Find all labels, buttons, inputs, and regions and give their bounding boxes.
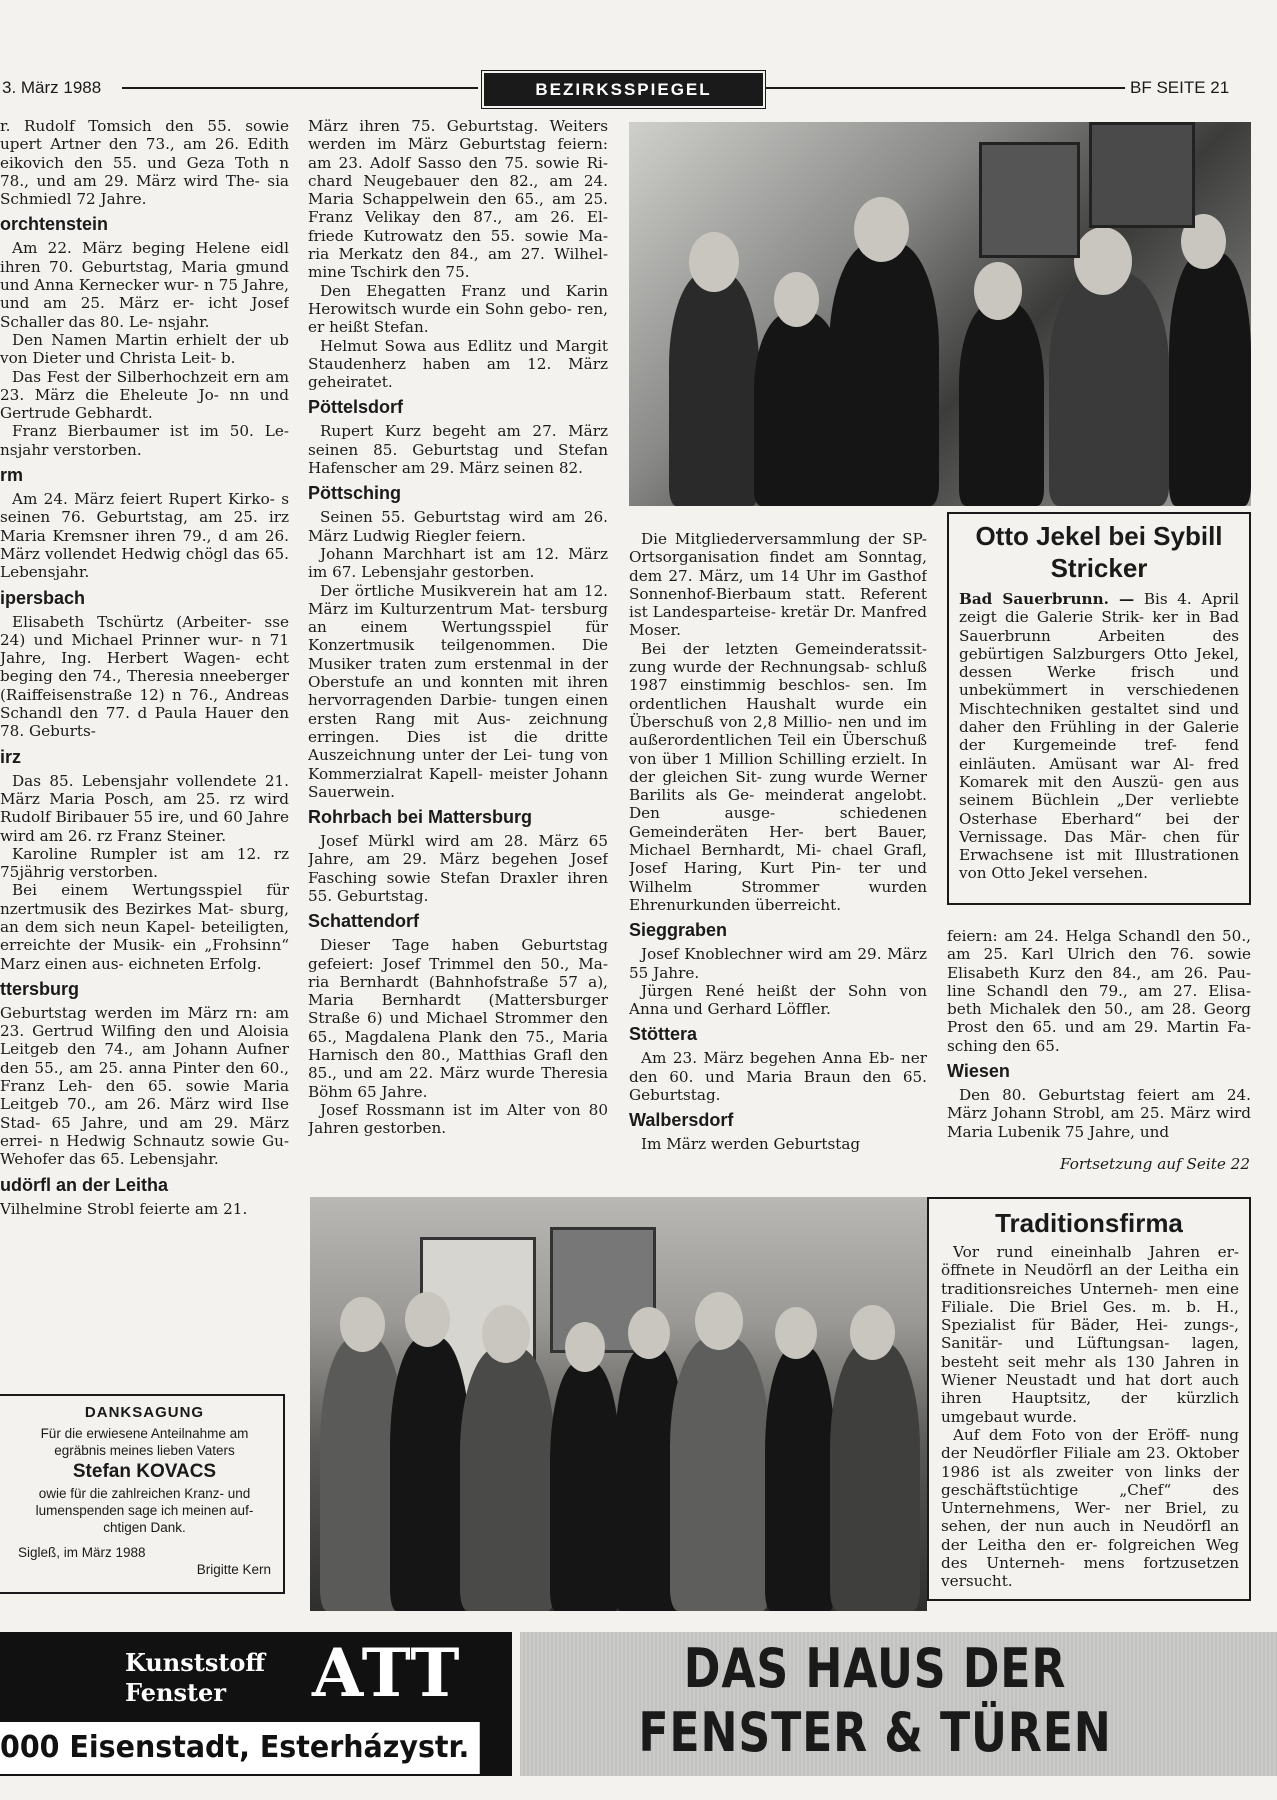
section-heading: Rohrbach bei Mattersburg (308, 807, 533, 828)
paragraph: Elisabeth Tschürtz (Arbeiter- sse 24) und Michael Prinner wur- n 71 Jahre, Ing. Herbert Wagen- echt beging den 74., Theresia nneeberger (Raiffeisenstraße 12) n 76., Andreas Schandl den 77. d Paula Hauer den 78. Geburts- (0, 612, 289, 741)
section-heading: Walbersdorf (629, 1110, 734, 1131)
ad-brand: ATT (312, 1634, 462, 1712)
paragraph: feiern: am 24. Helga Schandl den 50., am 25. Karl Ulrich den 76. sowie Elisabeth Kurz den 84., am 26. Pau- line Schandl den 79., am 27. Elisa- beth Michalek den 50., am 28. Georg Prost den 65. und am 29. Martin Fa- sching den 65. (947, 927, 1251, 1055)
section-heading: irz (0, 746, 22, 767)
paragraph: Den 80. Geburtstag feiert am 24. März Johann Strobl, am 25. März wird Maria Lubenik 75 Jahre, und (947, 1086, 1251, 1141)
ad-address: 000 Eisenstadt, Esterházystr. 2 (0, 1722, 480, 1774)
section-banner: BEZIRKSSPIEGEL (484, 73, 763, 106)
jekel-body (959, 590, 1239, 883)
header-rule-left (122, 87, 478, 89)
paragraph: Seinen 55. Geburtstag wird am 26. März Ludwig Riegler feiern. (308, 508, 608, 545)
paragraph: Josef Rossmann ist im Alter von 80 Jahren gestorben. (308, 1100, 608, 1138)
paragraph: Der örtliche Musikverein hat am 12. März im Kulturzentrum Mat- tersburg an einem Wertungsspiel für Konzertmusik teilgenommen. Die Musiker traten zum erstenmal in der Oberstufe an und konnten mit ihren hervorragenden Darbie- tungen einen ersten Rang mit Aus- zeichnung erringen. Dies ist die dritte Auszeichnung unter der Lei- tung von Kommerzialrat Kapell- meister Johann Sauerwein. (308, 581, 608, 801)
thanks-line-2: owie für die zahlreichen Kranz- und lumenspenden sage ich meinen auf- chtigen Dank. (35, 1486, 254, 1535)
column-3 (629, 530, 927, 1175)
paragraph: Das 85. Lebensjahr vollendete 21. März Maria Posch, am 25. rz wird Rudolf Biribauer 55 ire, und 60 Jahre wird am 26. rz Franz Steiner. (0, 771, 289, 845)
ad-fenster: Fenster (125, 1678, 226, 1707)
ad-kunststoff: Kunststoff (125, 1648, 266, 1677)
paragraph: Rupert Kurz begeht am 27. März seinen 85. Geburtstag und Stefan Hafenscher am 29. März seinen 82. (308, 422, 608, 478)
jekel-title: Otto Jekel bei Sybill Stricker (975, 521, 1223, 583)
column-2 (308, 117, 608, 1177)
paragraph: Bei einem Wertungsspiel für nzertmusik des Bezirkes Mat- sburg, an dem sich neun Kapel- beteiligten, erreichte der Musik- ein „Frohsinn“ Marz einen aus- eichneten Erfolg. (0, 881, 289, 973)
paragraph: Josef Knoblechner wird am 29. März 55 Jahre. (629, 945, 927, 982)
ad-slogan-1: DAS HAUS DER (683, 1637, 1067, 1700)
paragraph: Johann Marchhart ist am 12. März im 67. Lebensjahr gestorben. (308, 544, 608, 582)
issue-date: 3. März 1988 (2, 78, 102, 97)
paragraph: Die Mitgliederversammlung der SP-Ortsorganisation findet am Sonntag, dem 27. März, um 14 Uhr im Gasthof Sonnenhof-Bierbaum statt. Referent ist Landesparteise- kretär Dr. Manfred Moser. (629, 530, 927, 640)
continuation-note: Fortsetzung auf Seite 22 (1060, 1155, 1250, 1173)
paragraph: Vilhelmine Strobl feierte am 21. (0, 1199, 248, 1218)
section-heading: Schattendorf (308, 911, 420, 932)
paragraph: Dieser Tage haben Geburtstag gefeiert: Josef Trimmel den 50., Ma- ria Bernhardt (Bahnhofstraße 57 a), Maria Bernhardt (Mattersburger Straße 6) und Michael Strommer den 65., Magdalena Plank den 75., Maria Harnisch den 80., Matthias Grafl den 85., und am 22. März wurde Theresia Böhm 65 Jahre. (308, 936, 608, 1101)
column-1 (0, 117, 289, 1355)
section-heading: Pöttelsdorf (308, 397, 404, 418)
section-heading: udörfl an der Leitha (0, 1174, 169, 1195)
thanks-place: Sigleß, im März 1988 (18, 1545, 146, 1560)
tradition-text-2: Auf dem Foto von der Eröff- nung der Neudörfler Filiale am 23. Oktober 1986 ist als zweiter von links der geschäftstüchtige „Chef“ des Unternehmens, Wer- ner Briel, zu sehen, der nun auch in Neudörfl an der Leitha den er- folgreichen Weg des Unterneh- mens fortzusetzen versucht. (941, 1425, 1239, 1591)
gallery-photo (629, 122, 1251, 506)
header-rule-right (765, 87, 1125, 89)
paragraph: Am 22. März beging Helene eidl ihren 70. Geburtstag, Maria gmund und Anna Kernecker wur- n 75 Jahre, und am 25. März er- icht Josef Schaller das 80. Le- nsjahr. (0, 239, 289, 331)
section-heading: Sieggraben (629, 920, 728, 941)
paragraph: März ihren 75. Geburtstag. Weiters werden im März Geburtstag feiern: am 23. Adolf Sasso den 75. sowie Ri- chard Neugebauer den 82., am 24. Maria Schappelwein den 65., am 25. Franz Velikay den 87., am 26. El- friede Kutrowatz den 55. sowie Ma- ria Merkatz den 84., am 27. Wilhel- mine Tschirk den 75. (308, 117, 608, 282)
section-heading: Wiesen (947, 1061, 1010, 1082)
section-heading: ttersburg (0, 978, 80, 999)
paragraph: Den Ehegatten Franz und Karin Herowitsch wurde ein Sohn gebo- ren, er heißt Stefan. (308, 281, 608, 337)
paragraph: Am 24. März feiert Rupert Kirko- s seinen 76. Geburtstag, am 25. irz Maria Kremsner ihren 79., d am 26. März vollendet Hedwig chögl das 65. Lebensjahr. (0, 490, 289, 582)
section-heading: Pöttsching (308, 483, 401, 504)
paragraph: Geburtstag werden im März rn: am 23. Gertrud Wilfing den und Aloisia Leitgeb den 74., am Johann Aufner den 55., am 25. anna Pinter den 60., Franz Leh- den 65. sowie Maria Leitgeb 70., am 26. März wird Ilse Stad- 65 Jahre, und am 29. März errei- n Hedwig Schnautz sowie Gu- Wehofer das 65. Lebensjahr. (0, 1003, 289, 1169)
ad-right (520, 1632, 1277, 1776)
jekel-text: Bis 4. April zeigt die Galerie Strik- ker in Bad Sauerbrunn Arbeiten des gebürtigen Salzburgers Otto Jekel, dessen Werke frisch und unbekümmert in verschiedenen Mischtechniken gestaltet sind und daher den Frühling in der Galerie der Kurgemeinde tref- fend einläuten. Amüsant war Al- fred Komarek mit den Auszü- gen aus seinem Büchlein „Der verliebte Osterhase Eberhard“ bei der Vernissage. Das Mär- chen für Erwachsene ist mit Illustrationen von Otto Jekel versehen. (959, 590, 1239, 883)
paragraph: Im März werden Geburtstag (641, 1135, 861, 1154)
paragraph: Den Namen Martin erhielt der ub von Dieter und Christa Leit- b. (0, 330, 289, 368)
thanks-notice (0, 1394, 285, 1594)
paragraph: Jürgen René heißt der Sohn von Anna und Gerhard Löffler. (629, 981, 927, 1019)
jekel-dateline: Bad Sauerbrunn. — (959, 590, 1135, 608)
tradition-text: Vor rund eineinhalb Jahren er- öffnete in Neudörfl an der Leitha ein traditionsreiches Unterneh- men eine Filiale. Die Briel Ges. m. b. H., Spezialist für Bäder, Hei- zungs-, Sanitär- und Lüftungsan- lagen, besteht seit mehr als 130 Jahren in Wiener Neustadt und hat dort auch ihren Hauptsitz, der kürzlich umgebaut wurde. (941, 1243, 1239, 1426)
ad-left (0, 1632, 512, 1776)
thanks-signer: Brigitte Kern (196, 1562, 271, 1577)
paragraph: Am 23. März begehen Anna Eb- ner den 60. und Maria Braun den 65. Geburtstag. (629, 1049, 927, 1105)
paragraph: Helmut Sowa aus Edlitz und Margit Staudenherz haben am 12. März geheiratet. (308, 336, 608, 392)
tradition-title: Traditionsfirma (995, 1208, 1183, 1238)
thanks-title: DANKSAGUNG (84, 1404, 205, 1421)
paragraph: Bei der letzten Gemeinderatssit- zung wurde der Rechnungsab- schluß 1987 einstimmig beschlos- sen. Im ordentlichen Haushalt wurde ein Überschuß von 2,8 Millio- nen und im außerordentlichen Teil ein Überschuß von über 1 Million Schilling erzielt. In der gleichen Sit- zung wurde Werner Barilits als Ge- meinderat angelobt. Den ausge- schiedenen Gemeinderäten Her- bert Bauer, Michael Bernhardt, Mi- chael Grafl, Josef Haring, Kurt Pin- ter und Wilhelm Strommer wurden Ehrenurkunden überreicht. (629, 639, 927, 914)
ad-slogan-2: FENSTER & TÜREN (638, 1701, 1112, 1764)
opening-photo (310, 1197, 927, 1611)
section-heading: Stöttera (629, 1024, 698, 1045)
jekel-box (947, 512, 1251, 905)
paragraph: Franz Bierbaumer ist im 50. Le- nsjahr verstorben. (0, 422, 289, 459)
thanks-name: Stefan KOVACS (72, 1461, 217, 1482)
paragraph: Karoline Rumpler ist am 12. rz 75jährig verstorben. (0, 844, 289, 882)
column-4 (947, 927, 1251, 1149)
paragraph: Josef Mürkl wird am 28. März 65 Jahre, am 29. März begehen Josef Fasching sowie Stefan Draxler ihren 55. Geburtstag. (308, 832, 608, 905)
section-heading: ipersbach (0, 587, 86, 608)
paragraph: Das Fest der Silberhochzeit ern am 23. März die Eheleute Jo- nn und Gertrude Gebhardt. (0, 367, 289, 423)
thanks-line-1: Für die erwiesene Anteilnahme am egräbnis meines lieben Vaters (40, 1426, 249, 1458)
page-number: BF SEITE 21 (1130, 78, 1230, 97)
tradition-box (927, 1197, 1251, 1601)
section-heading: rm (0, 465, 24, 486)
paragraph: r. Rudolf Tomsich den 55. sowie upert Artner den 73., am 26. Edith eikovich den 55. und Geza Toth n 78., und am 29. März wird The- sia Schmiedl 72 Jahre. (0, 117, 289, 209)
section-heading: orchtenstein (0, 214, 109, 235)
